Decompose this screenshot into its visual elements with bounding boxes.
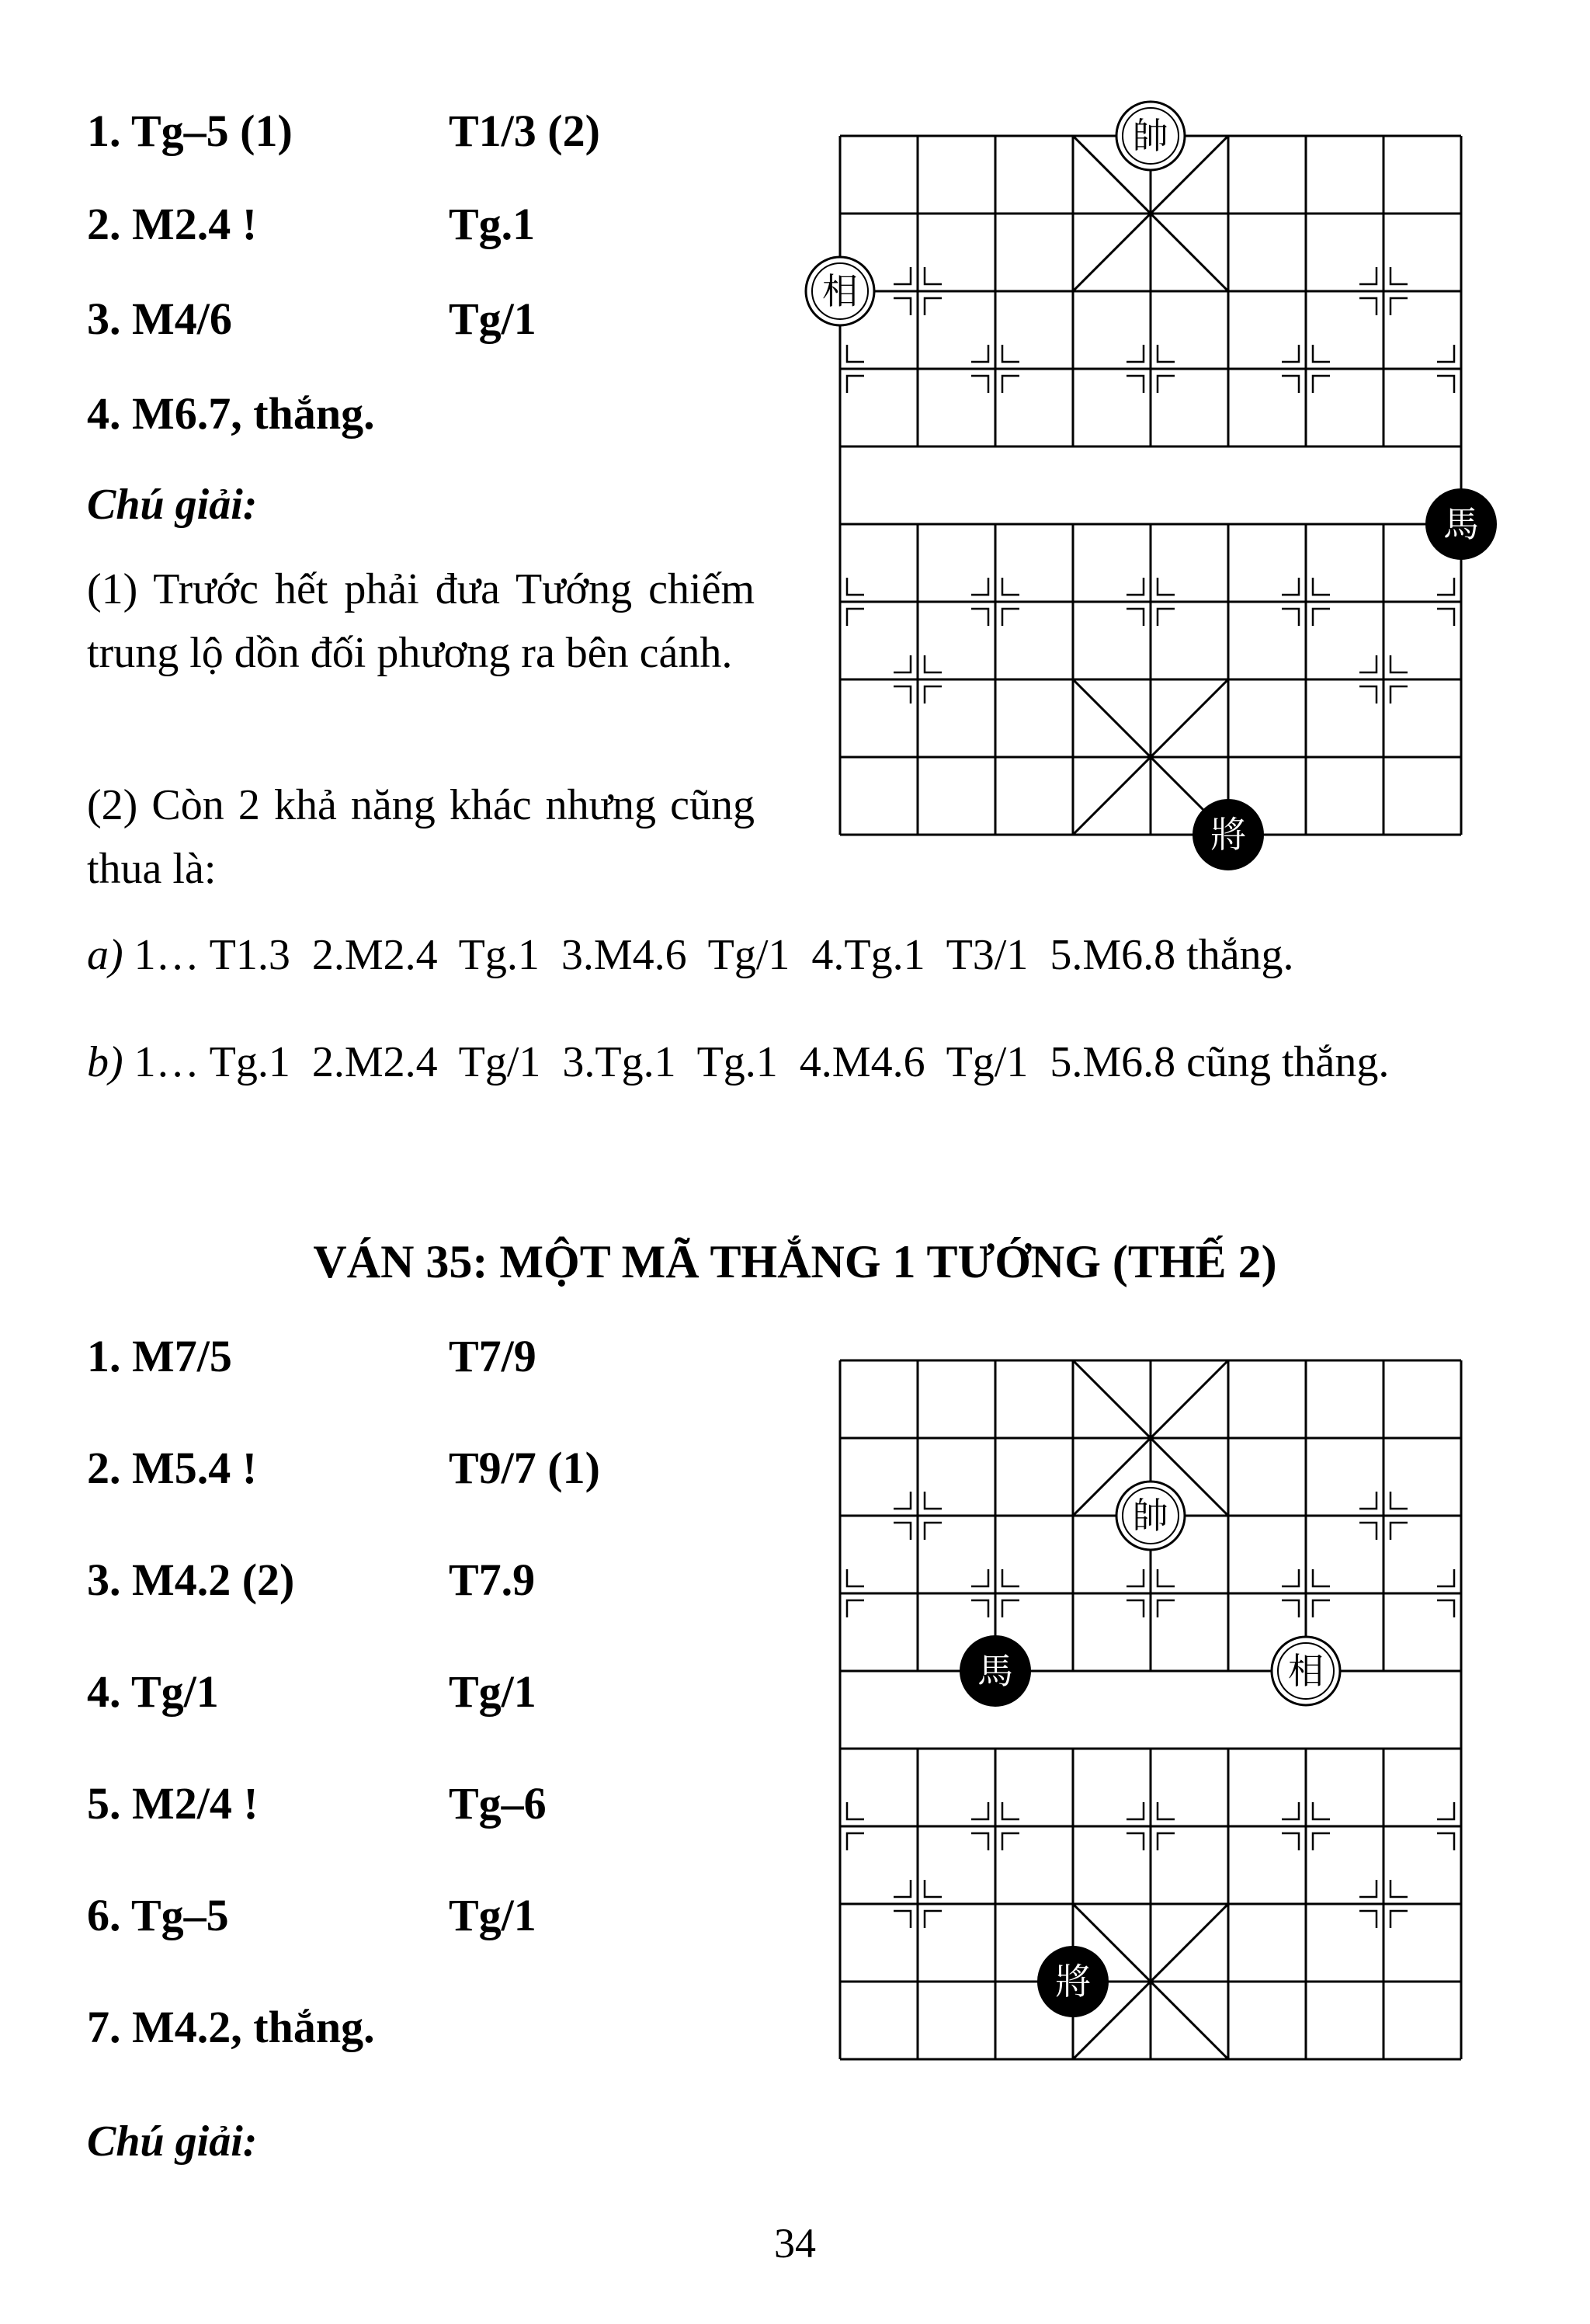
svg-text:相: 相 [1288, 1650, 1324, 1692]
commentary-heading: Chú giải: [87, 481, 258, 529]
black-piece [1193, 800, 1263, 870]
move-2-black: Tg.1 [449, 199, 536, 249]
move-1-red: 1. Tg–5 (1) [87, 106, 293, 156]
svg-text:將: 將 [1055, 1961, 1091, 2003]
svg-text:帥: 帥 [1133, 1495, 1168, 1537]
move-1-black: T1/3 (2) [449, 106, 600, 156]
svg-text:帥: 帥 [1133, 115, 1168, 157]
red-piece [1116, 102, 1185, 170]
move-7-red: 7. M4.2, thắng. [87, 2002, 375, 2052]
black-piece [1038, 1947, 1108, 2017]
xiangqi-board-1 [822, 115, 1479, 856]
variation-b-label: b) [87, 1038, 123, 1086]
svg-text:將: 將 [1210, 814, 1246, 856]
variation-a [87, 933, 1294, 977]
move-2-red: 2. M5.4 ! [87, 1443, 258, 1493]
move-3-red: 3. M4/6 [87, 294, 232, 344]
move-4-red: 4. Tg/1 [87, 1666, 219, 1717]
note-2: (2) Còn 2 khả năng khác nhưng cũng thua là: [87, 781, 755, 893]
move-2-black: T9/7 (1) [449, 1443, 600, 1493]
move-3-black: Tg/1 [449, 294, 536, 344]
xiangqi-board-2 [840, 1360, 1461, 2059]
red-piece [1116, 1482, 1185, 1550]
svg-text:馬: 馬 [1443, 503, 1479, 545]
move-3-black: T7.9 [449, 1555, 536, 1605]
move-1-black: T7/9 [449, 1331, 536, 1381]
move-4-red: 4. M6.7, thắng. [87, 388, 375, 439]
section-title: VÁN 35: MỘT MÃ THẮNG 1 TƯỚNG (THẾ 2) [313, 1236, 1277, 1287]
svg-text:馬: 馬 [977, 1650, 1013, 1692]
move-3-red: 3. M4.2 (2) [87, 1555, 295, 1605]
commentary-heading: Chú giải: [87, 2117, 258, 2166]
move-4-black: Tg/1 [449, 1666, 536, 1717]
move-1-red: 1. M7/5 [87, 1331, 232, 1381]
red-piece [806, 257, 874, 325]
variation-b-text: 1… Tg.1 2.M2.4 Tg/1 3.Tg.1 Tg.1 4.M4.6 Tg/1 5.M6.8 cũng thắng. [134, 1038, 1390, 1086]
note-1: (1) Trước hết phải đưa Tướng chiếm trung lộ dồn đối phương ra bên cánh. [87, 565, 755, 677]
page-number: 34 [774, 2220, 816, 2267]
black-piece [1426, 489, 1496, 559]
move-5-black: Tg–6 [449, 1778, 547, 1829]
move-5-red: 5. M2/4 ! [87, 1778, 259, 1829]
red-piece [1272, 1637, 1340, 1705]
move-2-red: 2. M2.4 ! [87, 199, 258, 249]
svg-text:相: 相 [822, 270, 858, 312]
black-piece [960, 1636, 1030, 1706]
move-6-red: 6. Tg–5 [87, 1890, 229, 1940]
variation-b [87, 1040, 1389, 1084]
variation-a-text: 1… T1.3 2.M2.4 Tg.1 3.M4.6 Tg/1 4.Tg.1 T3/1 5.M6.8 thắng. [134, 931, 1294, 979]
variation-a-label: a) [87, 931, 123, 979]
move-6-black: Tg/1 [449, 1890, 536, 1940]
